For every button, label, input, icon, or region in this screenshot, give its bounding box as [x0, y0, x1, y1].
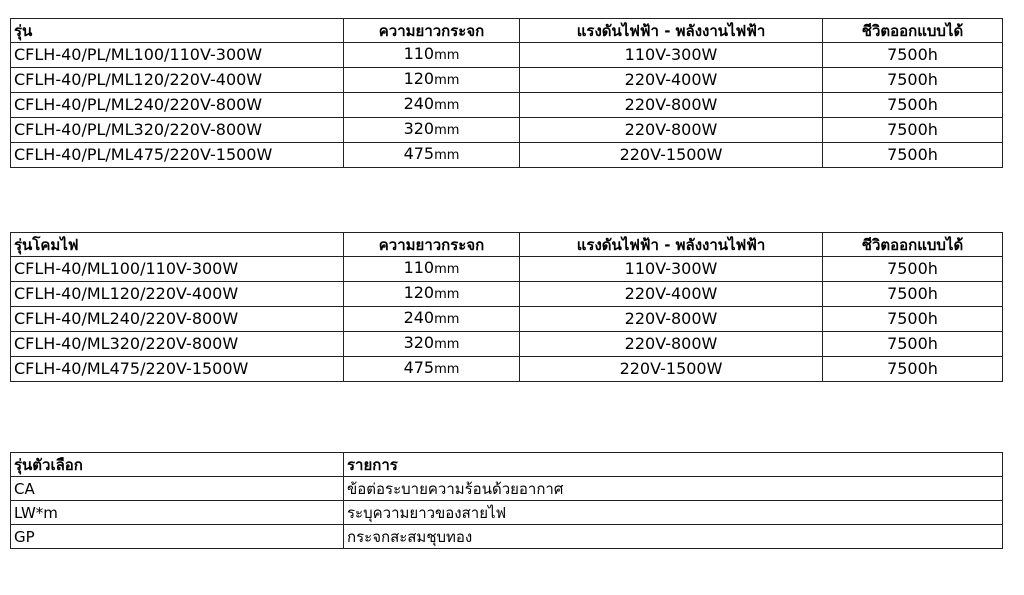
- power-cell: 220V-1500W: [520, 143, 823, 168]
- length-cell: [344, 307, 520, 332]
- length-value: 120: [403, 283, 435, 302]
- length-value: 475: [403, 144, 435, 163]
- life-cell: 7500h: [823, 43, 1003, 68]
- table-row: [11, 118, 1003, 143]
- table-row: [11, 143, 1003, 168]
- length-cell: [344, 357, 520, 382]
- option-cell: LW*m: [11, 501, 344, 525]
- life-cell: 7500h: [823, 93, 1003, 118]
- header-design-life: ชีวิตออกแบบได้: [823, 19, 1003, 43]
- table-row: [11, 525, 1003, 549]
- length-unit: mm: [434, 48, 460, 63]
- length-cell: [344, 68, 520, 93]
- length-unit: mm: [434, 98, 460, 113]
- life-cell: 7500h: [823, 143, 1003, 168]
- length-value: 320: [403, 119, 435, 138]
- length-unit: mm: [434, 362, 460, 377]
- model-cell: CFLH-40/ML100/110V-300W: [11, 257, 344, 282]
- power-cell: 220V-800W: [520, 118, 823, 143]
- option-table: [10, 452, 1003, 549]
- length-value: 320: [403, 333, 435, 352]
- length-cell: [344, 282, 520, 307]
- length-cell: [344, 257, 520, 282]
- table-header-row: [11, 453, 1003, 477]
- table-row: [11, 477, 1003, 501]
- model-cell: CFLH-40/PL/ML120/220V-400W: [11, 68, 344, 93]
- model-cell: CFLH-40/PL/ML320/220V-800W: [11, 118, 344, 143]
- model-cell: CFLH-40/ML240/220V-800W: [11, 307, 344, 332]
- table-row: [11, 257, 1003, 282]
- table-row: [11, 43, 1003, 68]
- table-header-row: [11, 19, 1003, 43]
- header-voltage-power: แรงดันไฟฟ้า - พลังงานไฟฟ้า: [520, 19, 823, 43]
- model-cell: CFLH-40/ML120/220V-400W: [11, 282, 344, 307]
- length-cell: [344, 143, 520, 168]
- length-cell: [344, 332, 520, 357]
- life-cell: 7500h: [823, 332, 1003, 357]
- table-row: [11, 357, 1003, 382]
- power-cell: 220V-800W: [520, 307, 823, 332]
- header-voltage-power: แรงดันไฟฟ้า - พลังงานไฟฟ้า: [520, 233, 823, 257]
- item-cell: ข้อต่อระบายความร้อนด้วยอากาศ: [344, 477, 1003, 501]
- header-model: รุ่น: [11, 19, 344, 43]
- model-cell: CFLH-40/ML320/220V-800W: [11, 332, 344, 357]
- table-row: [11, 332, 1003, 357]
- life-cell: 7500h: [823, 118, 1003, 143]
- lamp-model-spec-table: [10, 232, 1003, 382]
- table-row: [11, 501, 1003, 525]
- length-value: 475: [403, 358, 435, 377]
- power-cell: 220V-1500W: [520, 357, 823, 382]
- header-design-life: ชีวิตออกแบบได้: [823, 233, 1003, 257]
- length-value: 240: [403, 94, 435, 113]
- header-option-model: รุ่นตัวเลือก: [11, 453, 344, 477]
- header-item: รายการ: [344, 453, 1003, 477]
- length-value: 110: [403, 44, 435, 63]
- length-unit: mm: [434, 312, 460, 327]
- header-glass-length: ความยาวกระจก: [344, 19, 520, 43]
- table-row: [11, 307, 1003, 332]
- model-cell: CFLH-40/PL/ML475/220V-1500W: [11, 143, 344, 168]
- life-cell: 7500h: [823, 282, 1003, 307]
- length-cell: [344, 43, 520, 68]
- life-cell: 7500h: [823, 257, 1003, 282]
- length-unit: mm: [434, 123, 460, 138]
- length-unit: mm: [434, 148, 460, 163]
- life-cell: 7500h: [823, 68, 1003, 93]
- model-spec-table: [10, 18, 1003, 168]
- item-cell: กระจกสะสมชุบทอง: [344, 525, 1003, 549]
- header-glass-length: ความยาวกระจก: [344, 233, 520, 257]
- length-cell: [344, 93, 520, 118]
- power-cell: 110V-300W: [520, 43, 823, 68]
- length-unit: mm: [434, 287, 460, 302]
- model-cell: CFLH-40/ML475/220V-1500W: [11, 357, 344, 382]
- length-unit: mm: [434, 262, 460, 277]
- power-cell: 220V-400W: [520, 282, 823, 307]
- life-cell: 7500h: [823, 357, 1003, 382]
- model-cell: CFLH-40/PL/ML100/110V-300W: [11, 43, 344, 68]
- option-cell: CA: [11, 477, 344, 501]
- life-cell: 7500h: [823, 307, 1003, 332]
- table-row: [11, 93, 1003, 118]
- table-row: [11, 68, 1003, 93]
- length-unit: mm: [434, 337, 460, 352]
- power-cell: 220V-800W: [520, 332, 823, 357]
- option-cell: GP: [11, 525, 344, 549]
- power-cell: 220V-800W: [520, 93, 823, 118]
- power-cell: 220V-400W: [520, 68, 823, 93]
- table-header-row: [11, 233, 1003, 257]
- header-lamp-model: รุ่นโคมไฟ: [11, 233, 344, 257]
- length-cell: [344, 118, 520, 143]
- item-cell: ระบุความยาวของสายไฟ: [344, 501, 1003, 525]
- length-value: 110: [403, 258, 435, 277]
- power-cell: 110V-300W: [520, 257, 823, 282]
- table-row: [11, 282, 1003, 307]
- length-value: 120: [403, 69, 435, 88]
- length-value: 240: [403, 308, 435, 327]
- length-unit: mm: [434, 73, 460, 88]
- model-cell: CFLH-40/PL/ML240/220V-800W: [11, 93, 344, 118]
